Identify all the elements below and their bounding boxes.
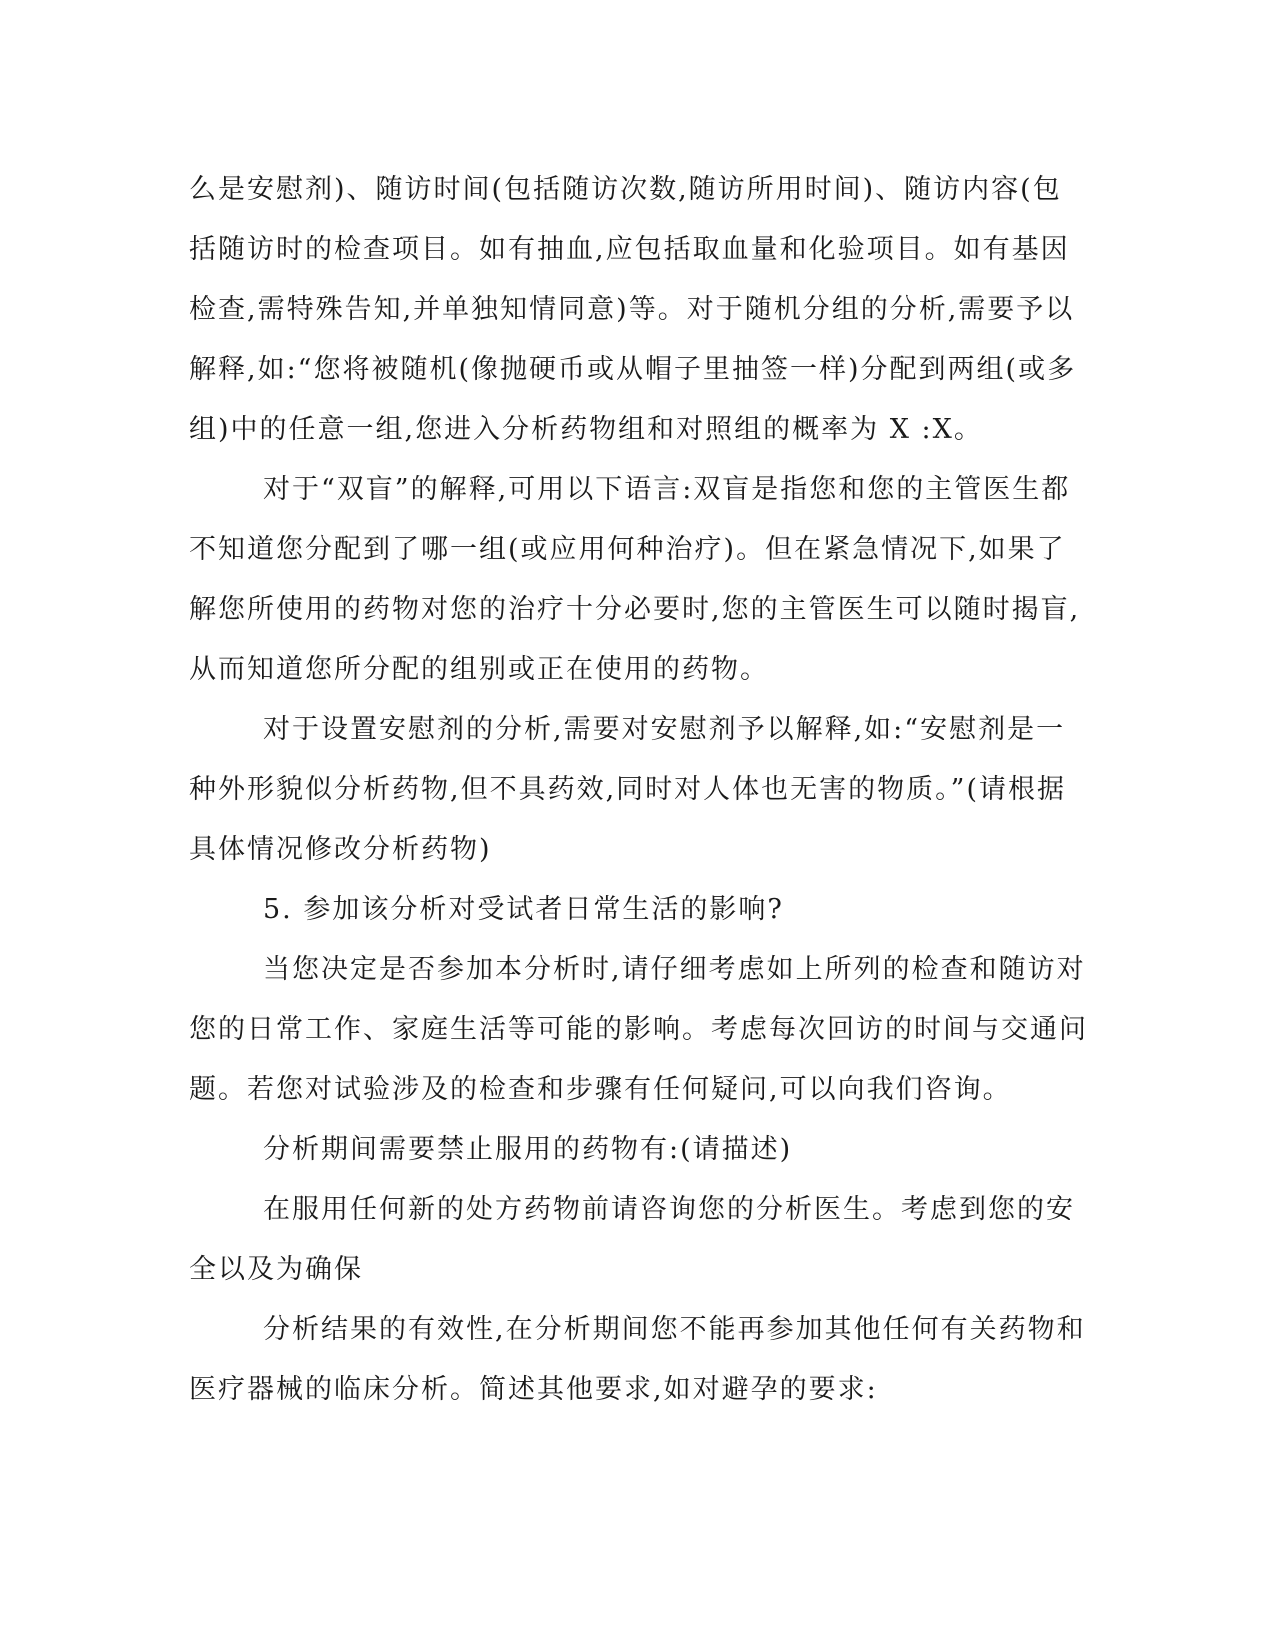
paragraph-consult-doctor: 在服用任何新的处方药物前请咨询您的分析医生。考虑到您的安全以及为确保 bbox=[189, 1194, 1075, 1285]
paragraph-prohibited-drugs: 分析期间需要禁止服用的药物有:(请描述) bbox=[263, 1134, 793, 1165]
document-body bbox=[189, 160, 1089, 1420]
paragraph-other-requirements: 分析结果的有效性,在分析期间您不能再参加其他任何有关药物和医疗器械的临床分析。简述其他要求,如对避孕的要求: bbox=[189, 1314, 1086, 1405]
section-heading-daily-life-impact: 5. 参加该分析对受试者日常生活的影响? bbox=[263, 894, 784, 925]
paragraph-daily-life-impact: 当您决定是否参加本分析时,请仔细考虑如上所列的检查和随访对您的日常工作、家庭生活等可能的影响。考虑每次回访的时间与交通问题。若您对试验涉及的检查和步骤有任何疑问,可以向我们咨询。 bbox=[189, 954, 1088, 1105]
paragraph-placebo: 对于设置安慰剂的分析,需要对安慰剂予以解释,如:“安慰剂是一种外形貌似分析药物,但不具药效,同时对人体也无害的物质。”(请根据具体情况修改分析药物) bbox=[189, 714, 1067, 865]
paragraph-followup-content: 么是安慰剂)、随访时间(包括随访次数,随访所用时间)、随访内容(包括随访时的检查项目。如有抽血,应包括取血量和化验项目。如有基因检查,需特殊告知,并单独知情同意)等。对于随机分组的分析,需要予以解释,如:“您将被随机(像抛硬币或从帽子里抽签一样)分配到两组(或多组)中的任意一组,您进入分析药物组和对照组的概率为 X :X。 bbox=[189, 174, 1077, 445]
paragraph-double-blind: 对于“双盲”的解释,可用以下语言:双盲是指您和您的主管医生都不知道您分配到了哪一组(或应用何种治疗)。但在紧急情况下,如果了解您所使用的药物对您的治疗十分必要时,您的主管医生可以随时揭盲,从而知道您所分配的组别或正在使用的药物。 bbox=[189, 474, 1081, 685]
